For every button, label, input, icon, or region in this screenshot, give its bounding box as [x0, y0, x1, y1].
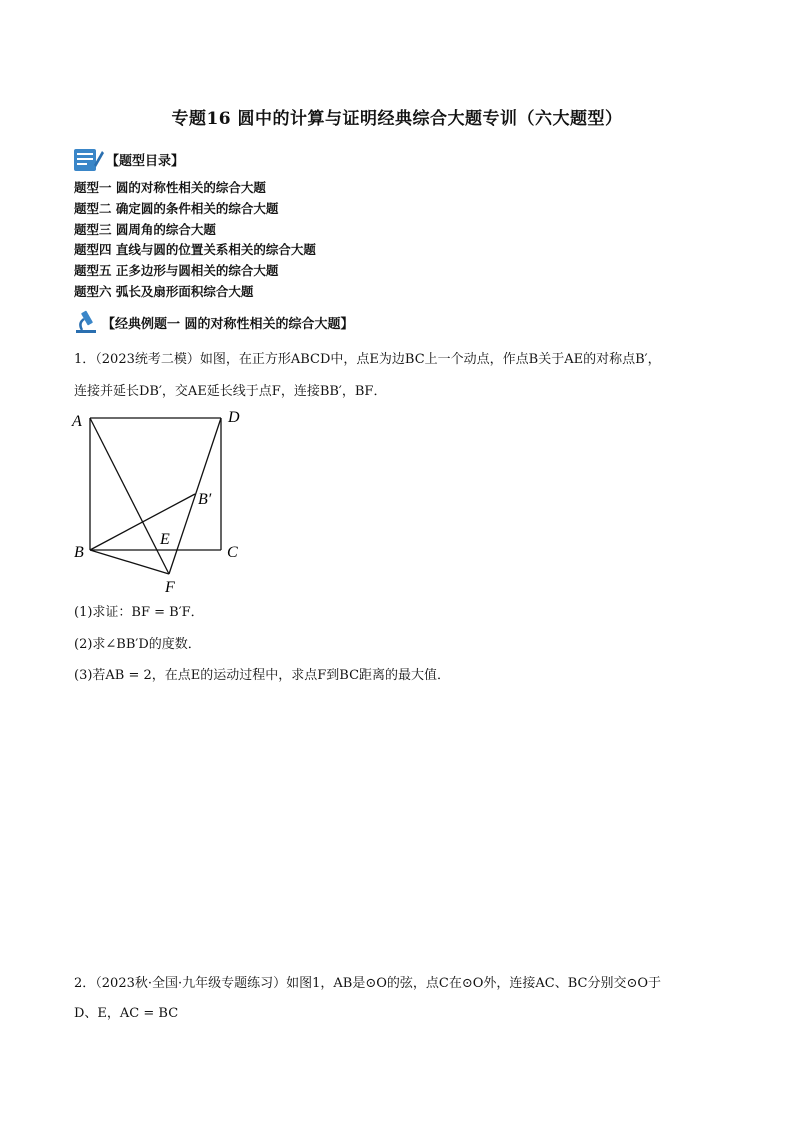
question-2-line-1: 2．（2023秋·全国·九年级专题练习）如图1，AB是⊙O的弦，点C在⊙O外，连接AC、BC分别交⊙O于 — [74, 976, 662, 991]
label-b-prime: B′ — [198, 491, 212, 508]
question-1-line-1: 1．（2023统考二模）如图，在正方形ABCD中，点E为边BC上一个动点，作点B关于AE的对称点B′， — [74, 352, 661, 367]
example-header-label: 【经典例题一 圆的对称性相关的综合大题】 — [102, 316, 354, 332]
label-d: D — [228, 409, 240, 426]
question-1-line-2: 连接并延长DB′，交AE延长线于点F，连接BB′，BF． — [74, 384, 387, 399]
toc-list — [74, 178, 316, 303]
question-1-part-3: (3)若AB = 2，在点E的运动过程中，求点F到BC距离的最大值． — [74, 668, 451, 683]
toc-item-6[interactable]: 题型六 弧长及扇形面积综合大题 — [74, 283, 254, 299]
page-title: 专题16 圆中的计算与证明经典综合大题专训（六大题型） — [171, 109, 623, 129]
toc-item-5[interactable]: 题型五 正多边形与圆相关的综合大题 — [74, 263, 279, 279]
label-b: B — [74, 544, 84, 561]
toc-header — [72, 145, 184, 173]
microscope-icon — [72, 309, 100, 335]
question-2-line-2: D、E，AC = BC — [74, 1006, 179, 1021]
geometry-figure — [68, 406, 258, 596]
example-header — [72, 309, 354, 335]
label-e: E — [160, 531, 170, 548]
toc-item-3[interactable]: 题型三 圆周角的综合大题 — [74, 221, 216, 237]
toc-item-1[interactable]: 题型一 圆的对称性相关的综合大题 — [74, 180, 266, 195]
question-1-part-2: (2)求∠BB′D的度数． — [74, 637, 201, 652]
question-1-part-1: (1)求证：BF = B′F． — [74, 605, 204, 620]
label-c: C — [227, 544, 238, 561]
toc-item-4[interactable]: 题型四 直线与圆的位置关系相关的综合大题 — [74, 242, 316, 258]
label-f: F — [165, 579, 175, 596]
notebook-pencil-icon — [72, 145, 104, 173]
toc-header-label: 【题型目录】 — [106, 153, 185, 169]
label-a: A — [72, 413, 82, 430]
segment-bf — [90, 550, 169, 574]
toc-item-2[interactable]: 题型二 确定圆的条件相关的综合大题 — [74, 200, 279, 216]
